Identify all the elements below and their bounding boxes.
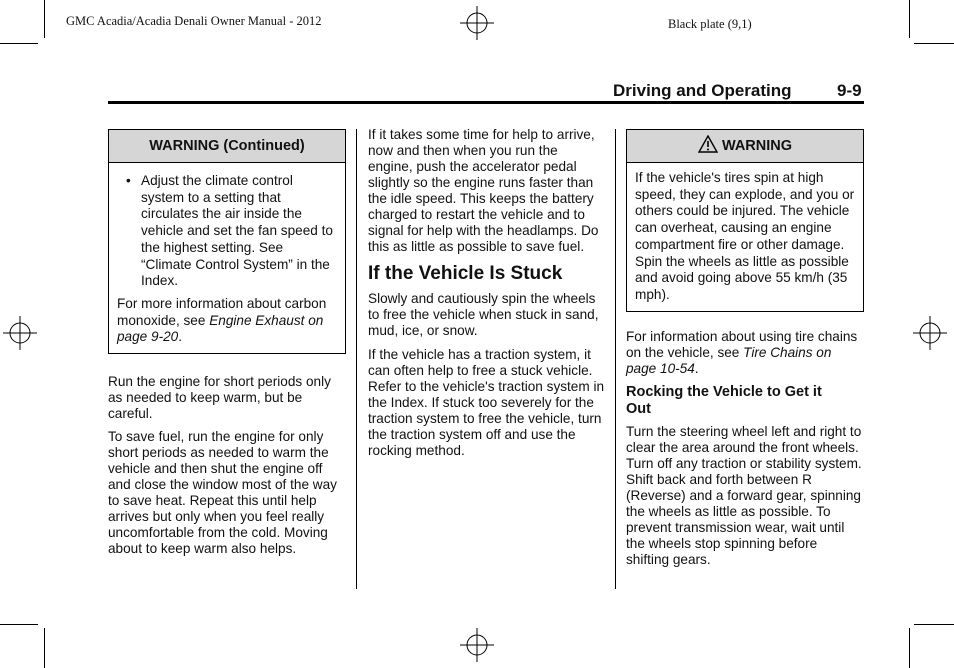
warning-box <box>626 129 864 312</box>
paragraph: Slowly and cautiously spin the wheels to free the vehicle when stuck in sand, mud, ice, or snow. <box>368 291 599 338</box>
warning-text: If the vehicle's tires spin at high speed, they can explode, and you or others could be injured. The vehicle can overheat, causing an engine compartment fire or other damage. Spin the wheels as little as possible and avoid going above 55 km/h (35 mph). <box>635 170 855 302</box>
header-rule <box>108 101 864 104</box>
paragraph: Turn the steering wheel left and right to clear the area around the front wheels. Turn off any traction or stability system. Shift back and forth between R (Reverse) and a forward gear, spinning the wheels as little as possible. To prevent transmission wear, wait until the wheels stop spinning before shifting gears. <box>626 423 862 567</box>
tire-chains-text: For information about using tire chains on the vehicle, see Tire Chains on page 10-54. <box>626 328 858 376</box>
crop-mark <box>909 628 910 668</box>
column-divider <box>615 129 616 589</box>
warning-bullet-list <box>117 173 337 290</box>
registration-mark-icon <box>913 316 947 350</box>
warning-box-continued <box>108 129 346 354</box>
paragraph: If the vehicle has a traction system, it can often help to free a stuck vehicle. Refer to the vehicle's traction system in the Index. If stuck too severely for the traction system to free the vehicle, turn the traction system off and use the rocking method. <box>368 347 605 458</box>
paragraph: If it takes some time for help to arrive, now and then when you run the engine, push the accelerator pedal slightly so the engine runs faster than the idle speed. This keeps the battery charged to restart the vehicle and to signal for help with the headlamps. Do this as little as possible to save fuel. <box>368 127 599 254</box>
column-2 <box>368 127 606 466</box>
crop-mark <box>44 0 45 38</box>
section-title: Driving and Operating <box>613 81 792 100</box>
section-heading: If the Vehicle Is Stuck <box>368 263 563 284</box>
registration-mark-icon <box>3 316 37 350</box>
crop-mark <box>0 43 38 44</box>
warning-body <box>109 163 345 353</box>
subheading: Rocking the Vehicle to Get it Out <box>626 383 822 417</box>
warning-title: WARNING (Continued) <box>109 130 345 163</box>
column-divider <box>356 129 357 589</box>
registration-mark-icon <box>460 6 494 40</box>
page-number: 9-9 <box>837 81 862 100</box>
list-item: • Adjust the climate control system to a setting that circulates the air inside the vehicle and set the fan speed to the highest setting. See “Climate Control System” in the Index. <box>141 173 337 290</box>
cross-reference-link[interactable]: Tire Chains on page 10-54 <box>626 344 832 376</box>
column-1 <box>108 129 346 564</box>
cross-reference-link[interactable]: Engine Exhaust on page 9-20 <box>117 312 324 345</box>
column-3 <box>626 129 864 575</box>
paragraph: Run the engine for short periods only as needed to keep warm, but be careful. <box>108 374 331 422</box>
registration-mark-icon <box>460 628 494 662</box>
crop-mark <box>44 628 45 668</box>
manual-title: GMC Acadia/Acadia Denali Owner Manual - 2012 <box>66 14 322 28</box>
warning-title: WARNING <box>721 138 793 154</box>
crop-mark <box>0 624 38 625</box>
more-info-text: For more information about carbon monoxide, see Engine Exhaust on page 9-20. <box>117 295 327 345</box>
crop-mark <box>909 0 910 38</box>
plate-label: Black plate (9,1) <box>668 17 752 31</box>
crop-mark <box>914 43 954 44</box>
warning-triangle-icon <box>698 135 718 153</box>
crop-mark <box>914 624 954 625</box>
paragraph: To save fuel, run the engine for only short periods as needed to warm the vehicle and then shut the engine off and close the window most of the way to save heat. Repeat this until help arrives but only when you feel really uncomfortable from the cold. Moving about to keep warm also helps. <box>108 429 337 557</box>
warning-header <box>627 130 863 163</box>
